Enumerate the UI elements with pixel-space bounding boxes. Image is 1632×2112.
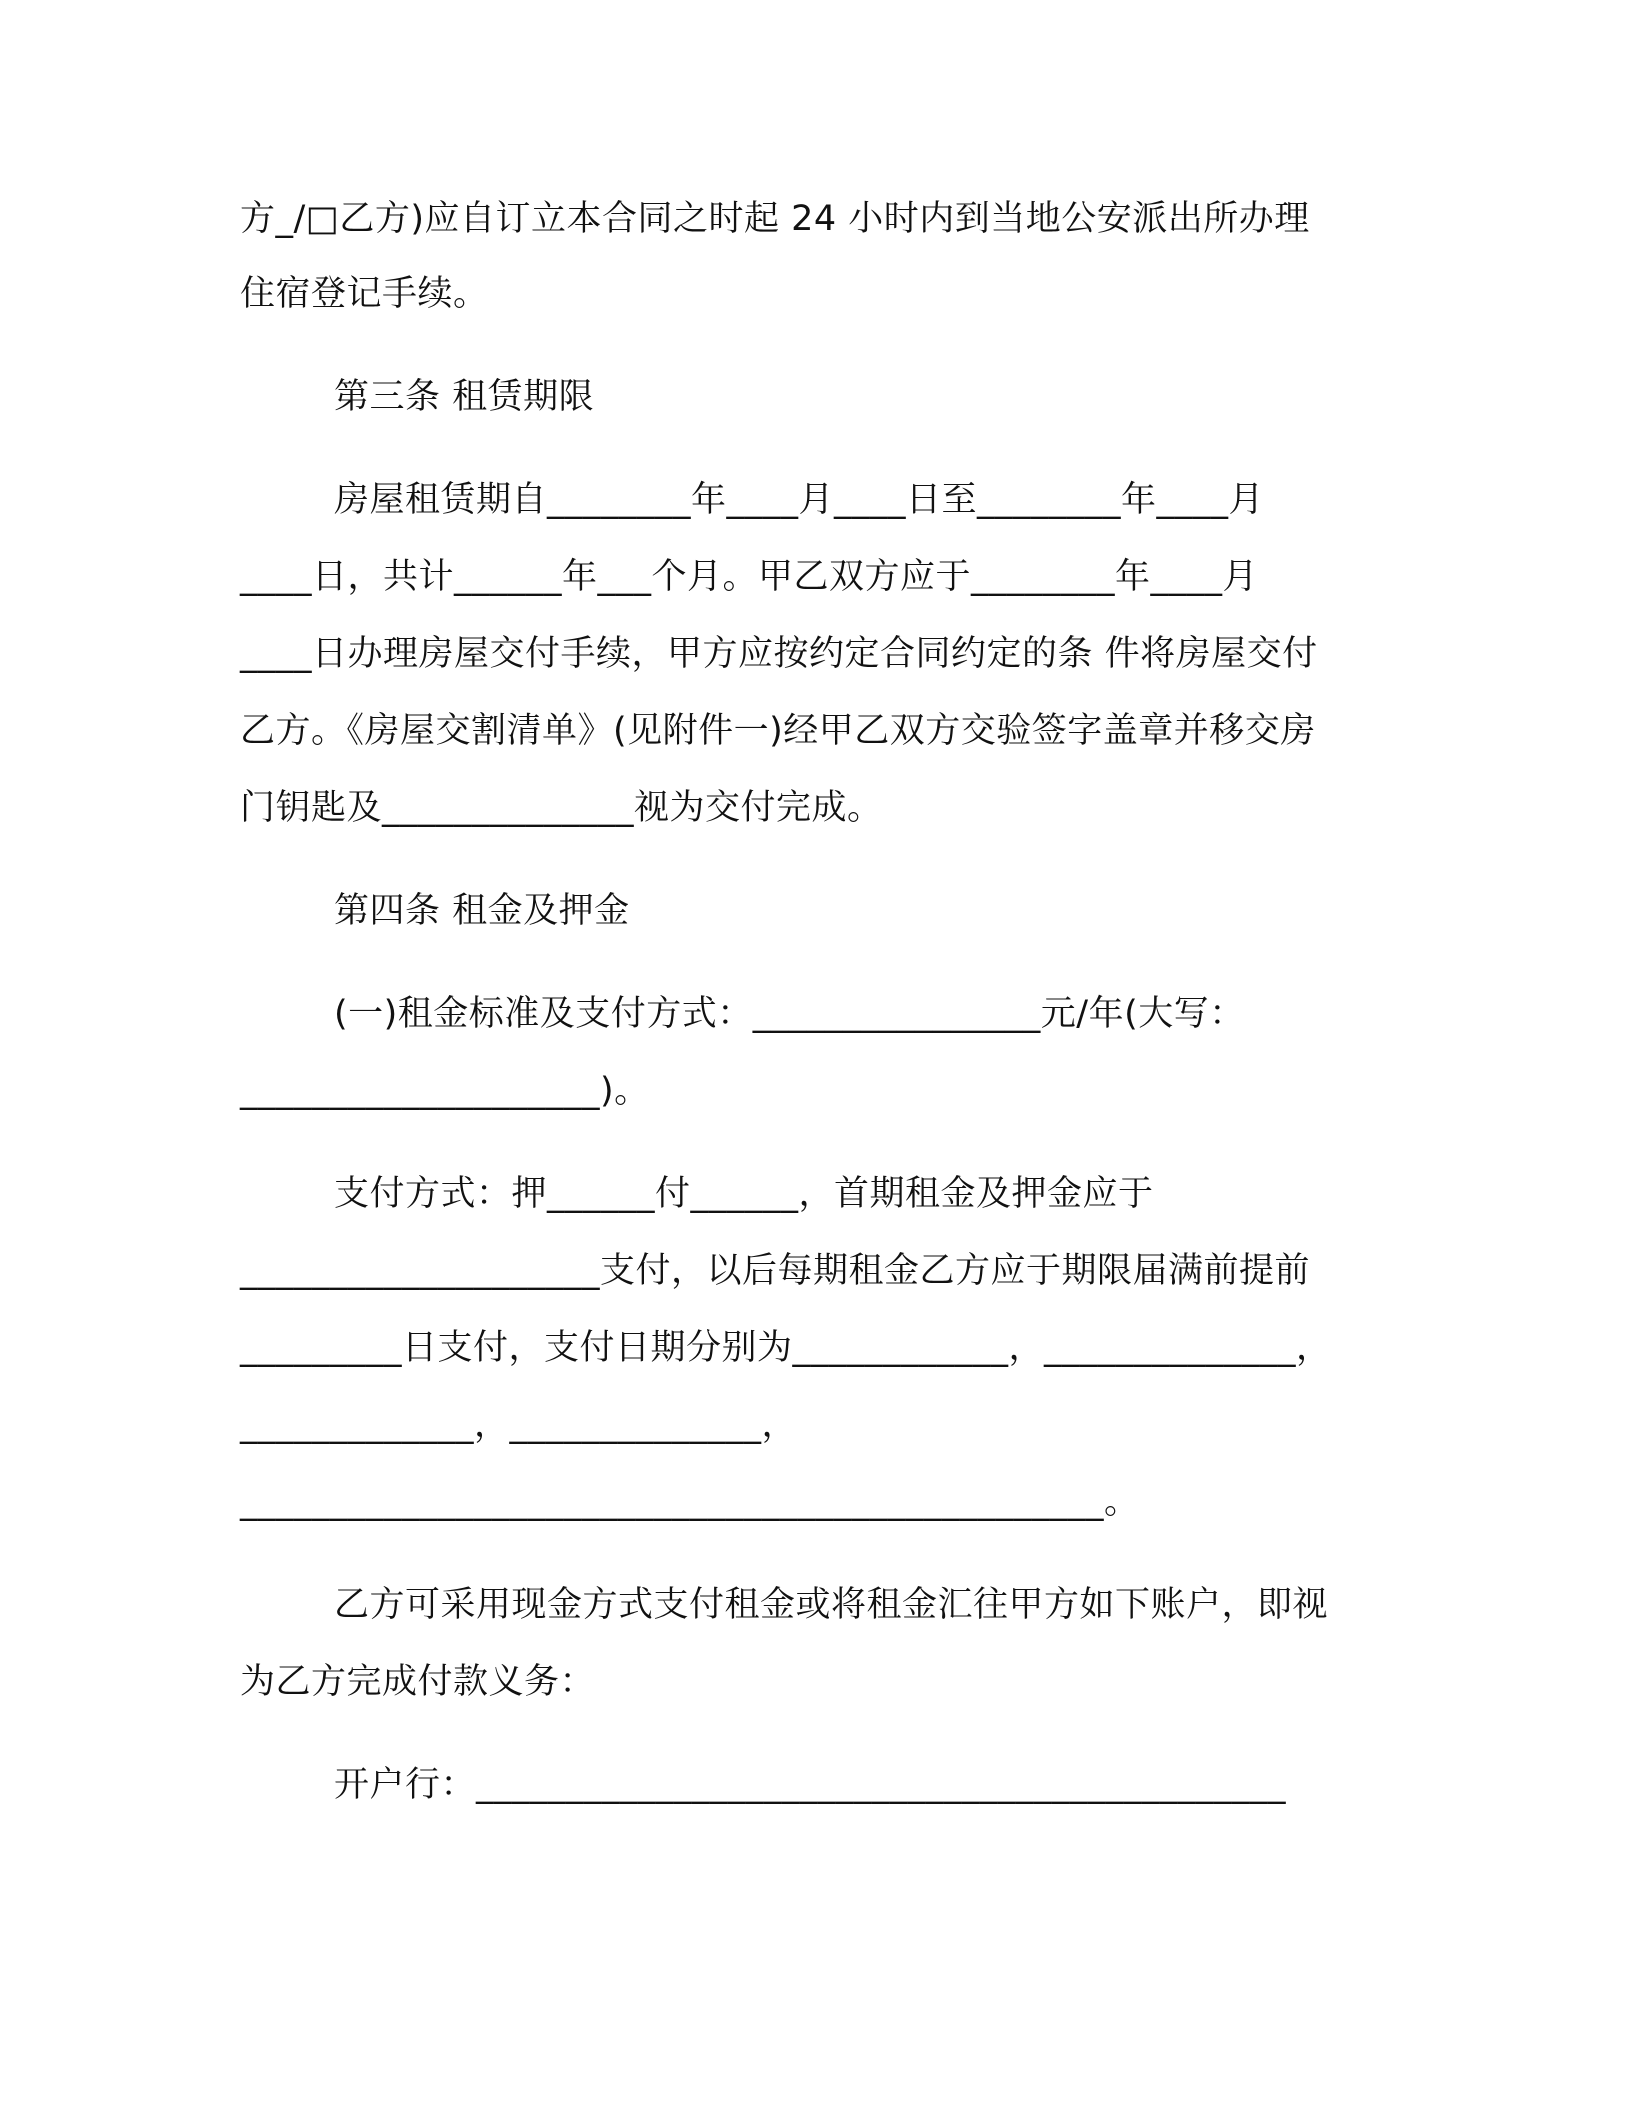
body-text-line: (一)租金标准及支付方式：________________元/年(大写： [334, 994, 1245, 1034]
bank-field-line: 开户行：_____________________________________________ [334, 1765, 1287, 1805]
body-text-line: ____________________支付，以后每期租金乙方应于期限届满前提前 [240, 1251, 1311, 1291]
body-text-line: ____日，共计______年___个月。甲乙双方应于________年____月 [240, 557, 1259, 597]
body-text-line: 支付方式：押______付______，首期租金及押金应于 [334, 1174, 1154, 1214]
body-text-line: 乙方可采用现金方式支付租金或将租金汇往甲方如下账户，即视 [334, 1585, 1329, 1625]
body-text-line: ________________________________________________。 [240, 1482, 1140, 1522]
article-3-heading: 第三条 租赁期限 [334, 377, 595, 417]
body-text-line: ____日办理房屋交付手续，甲方应按约定合同约定的条 件将房屋交付 [240, 634, 1318, 674]
body-text-line: 为乙方完成付款义务： [240, 1662, 596, 1702]
body-text-line: 乙方。《房屋交割清单》(见附件一)经甲乙双方交验签字盖章并移交房 [240, 711, 1316, 751]
body-text-line: 方_/□乙方)应自订立本合同之时起 24 小时内到当地公安派出所办理 [240, 199, 1310, 239]
body-text-line: _________日支付，支付日期分别为____________，______________， [240, 1328, 1332, 1368]
body-text-line: 住宿登记手续。 [240, 274, 489, 314]
body-text-line: ____________________)。 [240, 1071, 650, 1111]
article-4-heading: 第四条 租金及押金 [334, 891, 630, 931]
body-text-line: 房屋租赁期自________年____月____日至________年____月 [334, 480, 1265, 520]
body-text-line: 门钥匙及______________视为交付完成。 [240, 788, 883, 828]
body-text-line: _____________，______________， [240, 1405, 798, 1445]
